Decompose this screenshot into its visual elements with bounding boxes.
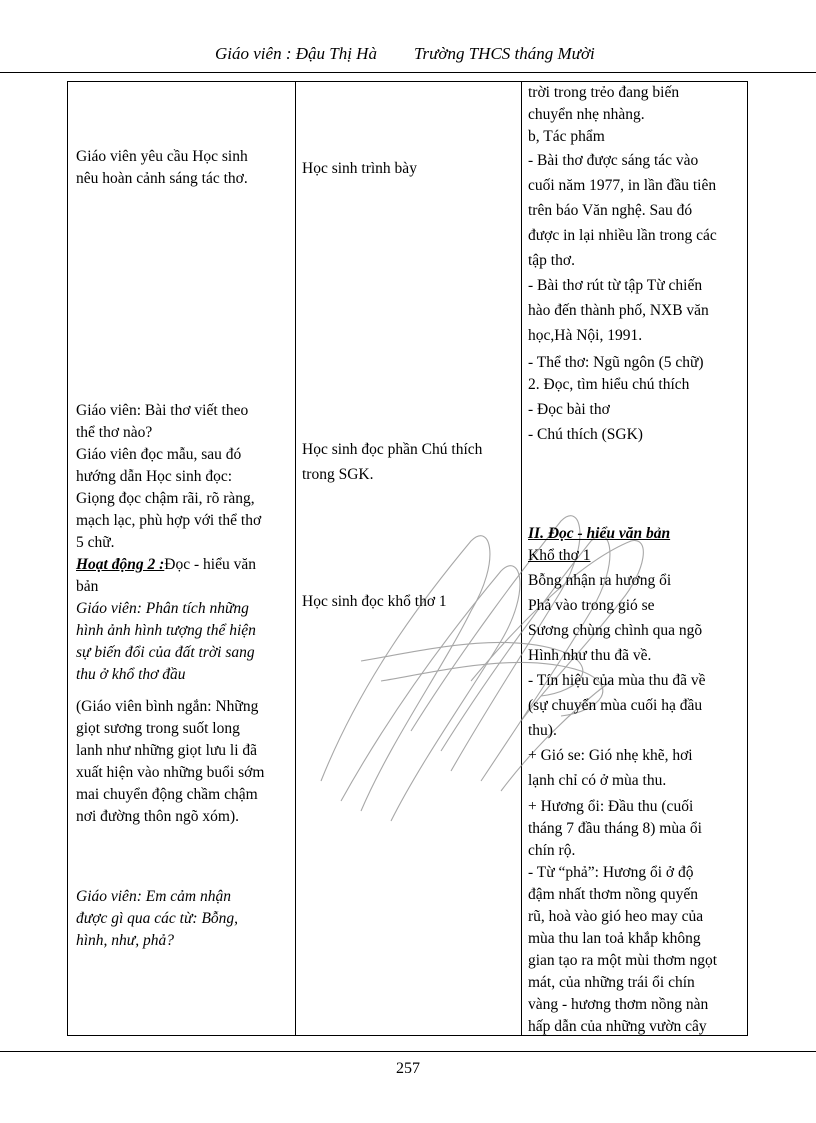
text-line: Giáo viên đọc mẫu, sau đó (76, 446, 242, 463)
text-line: Giọng đọc chậm rãi, rõ ràng, (76, 490, 255, 507)
text-line: cuối năm 1977, in lần đầu tiên (528, 177, 717, 194)
text-line: (sự chuyển mùa cuối hạ đầu (528, 697, 703, 714)
col1-question-words (76, 886, 288, 952)
text-line: lanh như những giọt lưu li đã (76, 742, 258, 759)
header-rule (0, 72, 816, 73)
text-line: 5 chữ. (76, 534, 115, 551)
stanza-1-heading: Khổ thơ 1 (528, 547, 591, 564)
text-line: (Giáo viên bình ngắn: Những (76, 698, 259, 715)
activity-2-label: Đọc - hiểu văn (164, 556, 256, 573)
col3-form-notes (528, 352, 742, 446)
col3-section-2 (528, 523, 742, 567)
col3-work-info (528, 148, 742, 348)
page-number: 257 (396, 1060, 420, 1077)
section-2-heading: II. Đọc - hiểu văn bản (528, 525, 671, 542)
text-line: + Hương ổi: Đầu thu (cuối (528, 798, 694, 815)
text-line: xuất hiện vào những buổi sớm (76, 764, 265, 781)
text-line: chín rộ. (528, 842, 576, 859)
text-line: trong SGK. (302, 466, 374, 483)
text-line: - Chú thích (SGK) (528, 426, 643, 443)
text-line: mai chuyển động chầm chậm (76, 786, 258, 803)
text-line: nơi đường thôn ngõ xóm). (76, 808, 239, 825)
school-name: Trường THCS tháng Mười (414, 44, 595, 63)
col1-request-context (76, 146, 288, 190)
text-line: trên báo Văn nghệ. Sau đó (528, 202, 693, 219)
text-line: Giáo viên yêu cầu Học sinh (76, 148, 248, 165)
activity-2-title: Hoạt động 2 : (76, 556, 165, 573)
col3-poem (528, 568, 742, 668)
text-line: - Bài thơ được sáng tác vào (528, 152, 699, 169)
text-line: tập thơ. (528, 252, 575, 269)
text-line: vàng - hương thơm nồng nàn (528, 996, 709, 1013)
text-line: trời trong trẻo đang biến (528, 84, 680, 101)
teacher-name: Giáo viên : Đậu Thị Hà (215, 44, 377, 63)
text-line: thể thơ nào? (76, 424, 153, 441)
text-line: + Gió se: Gió nhẹ khẽ, hơi (528, 747, 693, 764)
text-line: tháng 7 đầu tháng 8) mùa ổi (528, 820, 702, 837)
text-line: hình ảnh hình tượng thể hiện (76, 622, 256, 639)
col2-student-read-notes (302, 437, 512, 487)
page-header (0, 40, 816, 70)
text-line: giọt sương trong suốt long (76, 720, 240, 737)
text-line: mạch lạc, phù hợp với thể thơ (76, 512, 262, 529)
col3-intro (528, 82, 742, 148)
text-line: mát, của những trái ổi chín (528, 974, 695, 991)
poem-line: Bỗng nhận ra hương ổi (528, 572, 672, 589)
text-line: Giáo viên: Bài thơ viết theo (76, 402, 249, 419)
text-line: thu). (528, 722, 557, 739)
text-line: hào đến thành phố, NXB văn (528, 302, 709, 319)
text-line: - Tín hiệu của mùa thu đã về (528, 672, 706, 689)
text-line: được in lại nhiều lần trong các (528, 227, 717, 244)
text-line: 2. Đọc, tìm hiểu chú thích (528, 376, 690, 393)
text-line: - Thể thơ: Ngũ ngôn (5 chữ) (528, 354, 704, 371)
poem-line: Hình như thu đã về. (528, 647, 652, 664)
activity-2-heading (76, 554, 288, 576)
text-line: đậm nhất thơm nồng quyến (528, 886, 699, 903)
text-line: b, Tác phẩm (528, 128, 605, 145)
footer-rule (0, 1051, 816, 1052)
text-line: nêu hoàn cảnh sáng tác thơ. (76, 170, 248, 187)
text-line: học,Hà Nội, 1991. (528, 327, 643, 344)
text-line: hình, như, phả? (76, 932, 175, 949)
col3-analysis-guava (528, 796, 742, 1038)
text-line: - Đọc bài thơ (528, 401, 610, 418)
text-line: hướng dẫn Học sinh đọc: (76, 468, 233, 485)
col2-student-read-stanza: Học sinh đọc khổ thơ 1 (302, 593, 447, 610)
col3-analysis-signals (528, 668, 742, 793)
text-line: Giáo viên: Phân tích những (76, 600, 249, 617)
text-line: sự biến đổi của đất trời sang (76, 644, 255, 661)
text-line: mùa thu lan toả khắp không (528, 930, 701, 947)
text-line: lạnh chỉ có ở mùa thu. (528, 772, 667, 789)
col1-teacher-commentary (76, 696, 288, 828)
poem-line: Phả vào trong gió se (528, 597, 655, 614)
text-line: Giáo viên: Em cảm nhận (76, 888, 231, 905)
col1-verse-form (76, 400, 288, 686)
text-line: - Từ “phả”: Hương ổi ở độ (528, 864, 694, 881)
lesson-table (67, 81, 748, 1036)
text-line: được gì qua các từ: Bỗng, (76, 910, 239, 927)
text-line: rũ, hoà vào gió heo may của (528, 908, 704, 925)
text-line: Học sinh đọc phần Chú thích (302, 441, 483, 458)
col2-student-present: Học sinh trình bày (302, 160, 417, 177)
text-line: - Bài thơ rút từ tập Từ chiến (528, 277, 703, 294)
text-line: gian tạo ra một mùi thơm ngọt (528, 952, 718, 969)
column-divider-2 (521, 82, 522, 1035)
poem-line: Sương chùng chình qua ngõ (528, 622, 703, 639)
text-line: thu ở khổ thơ đầu (76, 666, 186, 683)
column-divider-1 (295, 82, 296, 1035)
text-line: hấp dẫn của những vườn cây (528, 1018, 707, 1035)
text-line: chuyển nhẹ nhàng. (528, 106, 645, 123)
text-line: bản (76, 578, 99, 595)
